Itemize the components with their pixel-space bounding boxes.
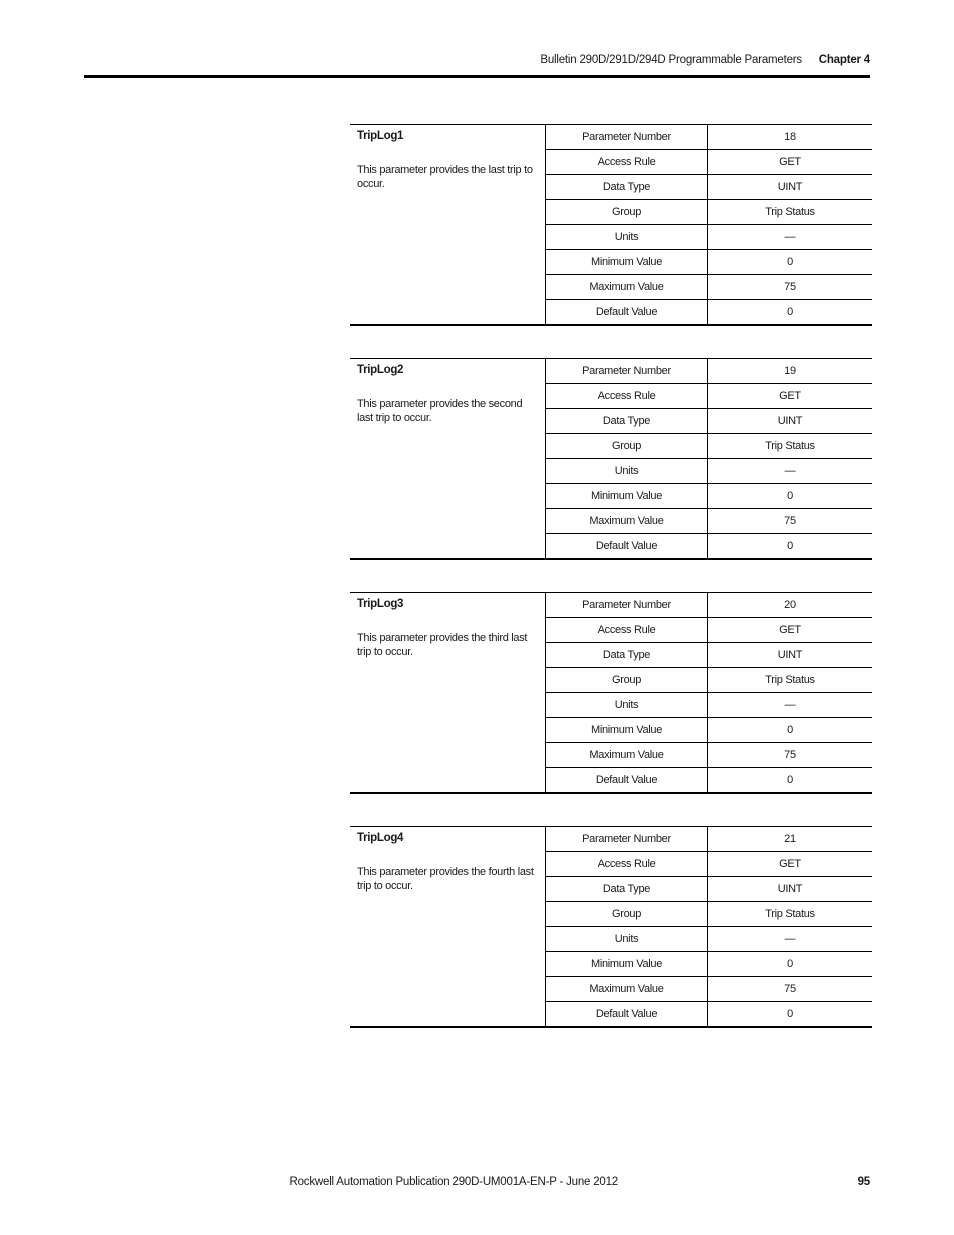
attribute-value: 75 bbox=[708, 275, 873, 300]
attribute-label: Minimum Value bbox=[546, 250, 708, 275]
header-bulletin-title: Bulletin 290D/291D/294D Programmable Parameters bbox=[540, 54, 802, 66]
attribute-label: Maximum Value bbox=[546, 743, 708, 768]
attribute-value: — bbox=[708, 927, 873, 952]
table-row bbox=[546, 877, 872, 902]
attribute-label: Data Type bbox=[546, 643, 708, 668]
footer-publication: Rockwell Automation Publication 290D-UM001A-EN-P - June 2012 bbox=[289, 1176, 618, 1188]
table-row bbox=[546, 593, 872, 618]
table-row bbox=[546, 902, 872, 927]
attribute-label: Parameter Number bbox=[546, 593, 708, 618]
parameter-description: This parameter provides the second last trip to occur. bbox=[357, 398, 523, 424]
attribute-value: — bbox=[708, 225, 873, 250]
attribute-value: Trip Status bbox=[708, 200, 873, 225]
attribute-label: Parameter Number bbox=[546, 125, 708, 150]
parameter-name: TripLog1 bbox=[357, 130, 404, 142]
parameter-attributes-table bbox=[546, 359, 872, 558]
attribute-label: Units bbox=[546, 693, 708, 718]
attribute-value: 0 bbox=[787, 774, 793, 786]
attribute-label: Data Type bbox=[546, 175, 708, 200]
page-footer bbox=[84, 1174, 870, 1192]
attribute-value: GET bbox=[708, 852, 873, 877]
attribute-value: — bbox=[708, 459, 873, 484]
parameter-description-cell bbox=[350, 593, 546, 792]
header-chapter: Chapter 4 bbox=[818, 54, 870, 66]
table-row bbox=[546, 509, 872, 534]
parameter-block-triplog4 bbox=[350, 826, 872, 1028]
table-row bbox=[546, 359, 872, 384]
parameter-description-cell bbox=[350, 359, 546, 558]
attribute-value: 0 bbox=[708, 952, 873, 977]
parameter-block-triplog2 bbox=[350, 358, 872, 560]
parameter-description: This parameter provides the third last trip to occur. bbox=[357, 632, 528, 658]
attribute-value: 21 bbox=[708, 827, 873, 852]
attribute-label: Default Value bbox=[546, 534, 708, 559]
attribute-label: Data Type bbox=[546, 877, 708, 902]
table-row bbox=[546, 927, 872, 952]
attribute-label: Default Value bbox=[546, 300, 708, 325]
table-row bbox=[546, 275, 872, 300]
attribute-value: 18 bbox=[708, 125, 873, 150]
attribute-label: Access Rule bbox=[546, 150, 708, 175]
attribute-label: Units bbox=[546, 459, 708, 484]
table-row bbox=[546, 384, 872, 409]
parameter-name: TripLog2 bbox=[357, 364, 404, 376]
attribute-value: GET bbox=[708, 618, 873, 643]
attribute-value: — bbox=[708, 693, 873, 718]
attribute-value: GET bbox=[708, 384, 873, 409]
attribute-label: Access Rule bbox=[546, 852, 708, 877]
footer-page-number: 95 bbox=[857, 1176, 870, 1188]
table-row bbox=[546, 977, 872, 1002]
table-row bbox=[546, 693, 872, 718]
header-rule bbox=[84, 75, 870, 78]
table-row bbox=[546, 1002, 872, 1027]
attribute-value: Trip Status bbox=[708, 902, 873, 927]
attribute-label: Group bbox=[546, 668, 708, 693]
table-row bbox=[546, 718, 872, 743]
attribute-value: 75 bbox=[708, 977, 873, 1002]
attribute-label: Maximum Value bbox=[546, 977, 708, 1002]
attribute-label: Minimum Value bbox=[546, 952, 708, 977]
attribute-label: Maximum Value bbox=[546, 275, 708, 300]
parameter-attributes-table bbox=[546, 125, 872, 324]
parameter-block-triplog3 bbox=[350, 592, 872, 794]
parameter-description-cell bbox=[350, 827, 546, 1026]
parameter-name: TripLog3 bbox=[357, 598, 404, 610]
attribute-value: 0 bbox=[787, 540, 793, 552]
table-row bbox=[546, 434, 872, 459]
attribute-label: Group bbox=[546, 902, 708, 927]
table-row bbox=[546, 484, 872, 509]
attribute-value: 0 bbox=[787, 1008, 793, 1020]
table-row bbox=[546, 668, 872, 693]
attribute-value: UINT bbox=[708, 643, 873, 668]
table-row bbox=[546, 150, 872, 175]
attribute-label: Maximum Value bbox=[546, 509, 708, 534]
attribute-label: Group bbox=[546, 434, 708, 459]
attribute-label: Units bbox=[546, 225, 708, 250]
attribute-value: 19 bbox=[708, 359, 873, 384]
attribute-label: Access Rule bbox=[546, 618, 708, 643]
attribute-label: Default Value bbox=[546, 768, 708, 793]
attribute-value: 75 bbox=[708, 509, 873, 534]
attribute-label: Data Type bbox=[546, 409, 708, 434]
attribute-value: 0 bbox=[708, 718, 873, 743]
attribute-value: 20 bbox=[708, 593, 873, 618]
table-row bbox=[546, 459, 872, 484]
attribute-label: Default Value bbox=[546, 1002, 708, 1027]
attribute-label: Minimum Value bbox=[546, 484, 708, 509]
table-row bbox=[546, 409, 872, 434]
attribute-label: Parameter Number bbox=[546, 359, 708, 384]
table-row bbox=[546, 768, 872, 793]
attribute-value: Trip Status bbox=[708, 668, 873, 693]
table-row bbox=[546, 534, 872, 559]
attribute-value: Trip Status bbox=[708, 434, 873, 459]
table-row bbox=[546, 643, 872, 668]
attribute-label: Group bbox=[546, 200, 708, 225]
parameter-name: TripLog4 bbox=[357, 832, 404, 844]
table-row bbox=[546, 852, 872, 877]
table-row bbox=[546, 225, 872, 250]
attribute-value: UINT bbox=[708, 877, 873, 902]
attribute-value: 0 bbox=[708, 250, 873, 275]
attribute-value: GET bbox=[708, 150, 873, 175]
table-row bbox=[546, 827, 872, 852]
table-row bbox=[546, 250, 872, 275]
table-row bbox=[546, 300, 872, 325]
attribute-label: Minimum Value bbox=[546, 718, 708, 743]
parameter-block-triplog1 bbox=[350, 124, 872, 326]
parameter-attributes-table bbox=[546, 827, 872, 1026]
table-row bbox=[546, 743, 872, 768]
attribute-label: Units bbox=[546, 927, 708, 952]
parameter-attributes-table bbox=[546, 593, 872, 792]
page-header bbox=[84, 52, 870, 74]
attribute-value: UINT bbox=[708, 409, 873, 434]
attribute-value: UINT bbox=[708, 175, 873, 200]
table-row bbox=[546, 125, 872, 150]
attribute-label: Parameter Number bbox=[546, 827, 708, 852]
parameter-description: This parameter provides the last trip to occur. bbox=[357, 164, 533, 190]
parameter-description-cell bbox=[350, 125, 546, 324]
table-row bbox=[546, 175, 872, 200]
attribute-value: 75 bbox=[708, 743, 873, 768]
table-row bbox=[546, 200, 872, 225]
table-row bbox=[546, 618, 872, 643]
parameter-description: This parameter provides the fourth last trip to occur. bbox=[357, 866, 534, 892]
attribute-label: Access Rule bbox=[546, 384, 708, 409]
attribute-value: 0 bbox=[787, 306, 793, 318]
table-row bbox=[546, 952, 872, 977]
attribute-value: 0 bbox=[708, 484, 873, 509]
